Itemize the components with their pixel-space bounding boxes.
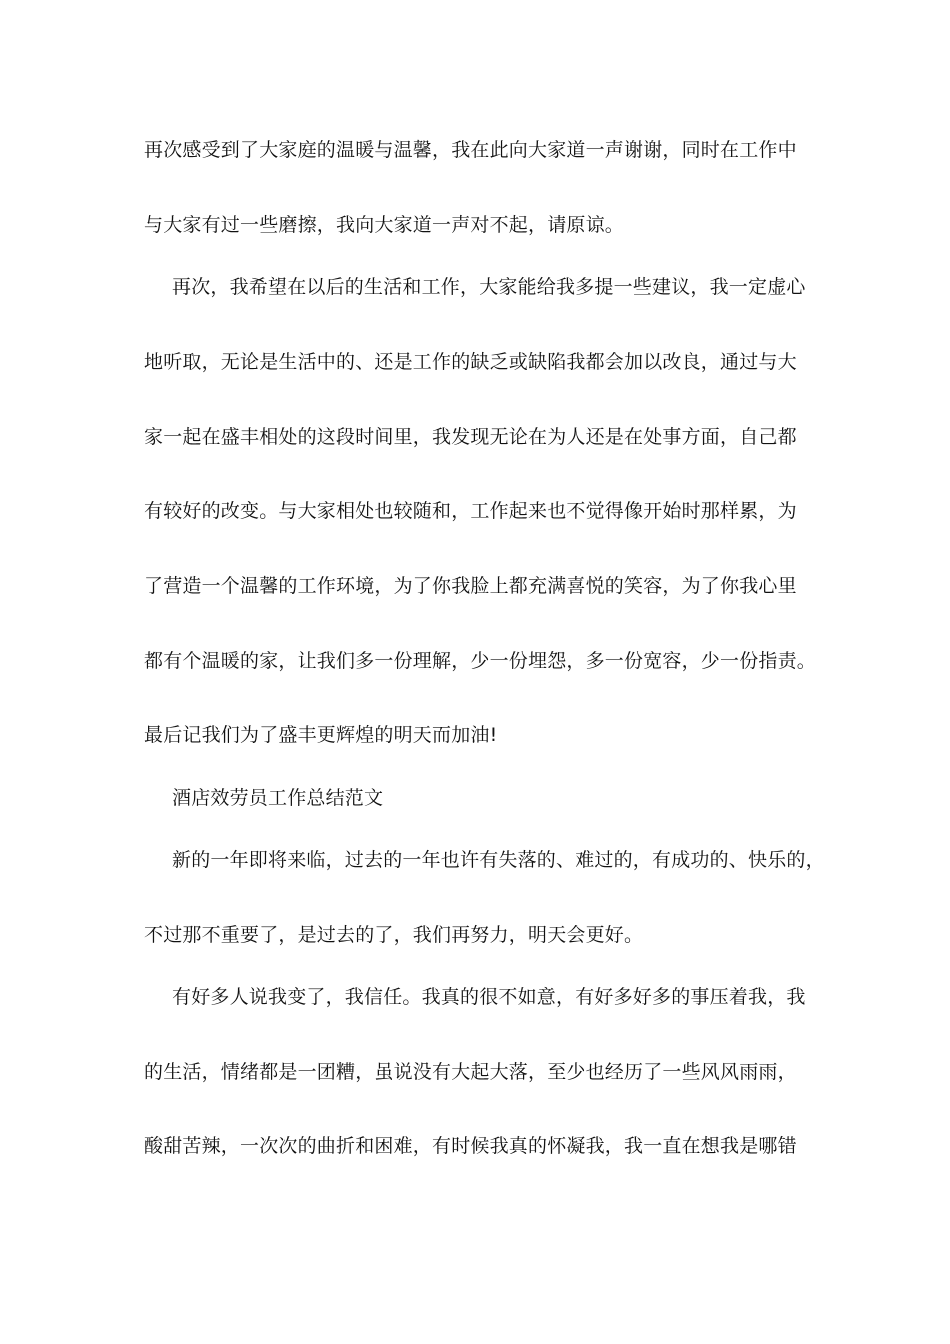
text-line: 了营造一个温馨的工作环境，为了你我脸上都充满喜悦的笑容，为了你我心里 (144, 575, 797, 597)
text-line: 不过那不重要了，是过去的了，我们再努力，明天会更好。 (144, 924, 644, 946)
paragraph-first-line: 有好多人说我变了，我信任。我真的很不如意，有好多好多的事压着我，我 (172, 986, 806, 1008)
text-line: 再次感受到了大家庭的温暖与温馨，我在此向大家道一声谢谢，同时在工作中 (144, 139, 797, 161)
text-line: 与大家有过一些磨擦，我向大家道一声对不起，请原谅。 (144, 214, 625, 236)
paragraph-first-line: 再次，我希望在以后的生活和工作，大家能给我多提一些建议，我一定虚心 (172, 276, 806, 298)
section-heading: 酒店效劳员工作总结范文 (172, 787, 384, 809)
text-line: 家一起在盛丰相处的这段时间里，我发现无论在为人还是在处事方面，自己都 (144, 426, 797, 448)
text-line: 有较好的改变。与大家相处也较随和，工作起来也不觉得像开始时那样累，为 (144, 500, 797, 522)
text-line: 最后记我们为了盛丰更辉煌的明天而加油! (144, 724, 498, 746)
text-line: 地听取，无论是生活中的、还是工作的缺乏或缺陷我都会加以改良，通过与大 (144, 351, 797, 373)
text-line: 的生活，情绪都是一团糟，虽说没有大起大落，至少也经历了一些风风雨雨， (144, 1061, 797, 1083)
text-line: 都有个温暖的家，让我们多一份理解，少一份埋怨，多一份宽容，少一份指责。 (144, 650, 817, 672)
text-line: 酸甜苦辣，一次次的曲折和困难，有时候我真的怀凝我，我一直在想我是哪错 (144, 1135, 797, 1157)
paragraph-first-line: 新的一年即将来临，过去的一年也许有失落的、难过的，有成功的、快乐的， (172, 849, 825, 871)
